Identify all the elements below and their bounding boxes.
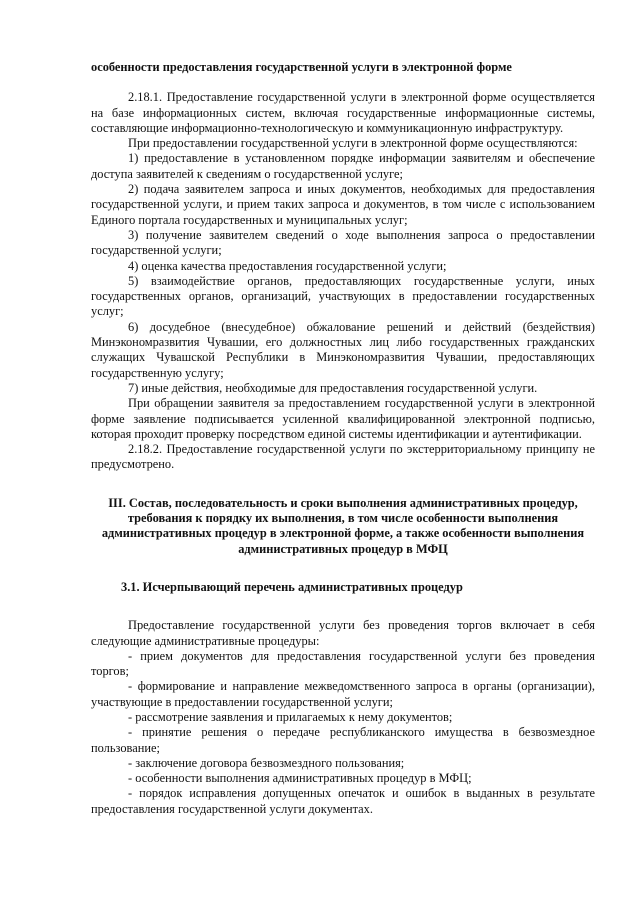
list-item: - рассмотрение заявления и прилагаемых к нему документов; [128, 709, 453, 724]
list-item: - особенности выполнения административных процедур в МФЦ; [128, 771, 472, 786]
section-title: III. Состав, последовательность и сроки выполнения административных процедур, требования к порядку их выполнения, в том числе особенности выполнения административных процедур в электронной форме, а также особенности выполнения административных процедур в МФЦ [101, 495, 585, 556]
list-item: 4) оценка качества предоставления государственной услуги; [128, 258, 447, 273]
list-item: - прием документов для предоставления государственной услуги без проведения торгов; [91, 648, 595, 679]
list-item: 3) получение заявителем сведений о ходе выполнения запроса о предоставлении государственной услуги; [91, 227, 595, 258]
list-item: - принятие решения о передаче республиканского имущества в безвозмездное пользование; [91, 725, 595, 755]
list-item: 5) взаимодействие органов, предоставляющих государственные услуги, иных государственных органов, организаций, участвующих в предоставлении государственных услуг; [91, 273, 595, 319]
paragraph-procedures: Предоставление государственной услуги без проведения торгов включает в себя следующие административные процедуры: [91, 618, 595, 648]
paragraph-when: При предоставлении государственной услуги в электронной форме осуществляются: [128, 136, 578, 151]
list-item: 2) подача заявителем запроса и иных документов, необходимых для предоставления государственной услуги, и прием таких запроса и документов, в том числе с использованием Единого портала государственных и муниципальных услуг; [91, 182, 595, 227]
list-item: 6) досудебное (внесудебное) обжалование решений и действий (бездействия) Минэкономразвития Чувашии, его должностных лиц либо государственных гражданских служащих Чувашской Республики в Минэкономразвития Чувашии, предоставляющих государственную услугу; [91, 319, 595, 380]
list-item: - порядок исправления допущенных опечаток и ошибок в выданных в результате предоставления государственной услуги документах. [91, 786, 595, 816]
list-item: - формирование и направление межведомственного запроса в органы (организации), участвующие в предоставлении государственной услуги; [91, 679, 595, 709]
paragraph-2-18-2: 2.18.2. Предоставление государственной услуги по экстерриториальному принципу не предусмотрено. [91, 442, 595, 472]
intro-heading: особенности предоставления государственной услуги в электронной форме [91, 60, 512, 74]
paragraph-2-18-1: 2.18.1. Предоставление государственной услуги в электронной форме осуществляется на базе информационных систем, включая государственные информационные системы, составляющие информационно-технологическую и коммуникационную инфраструктуру. [91, 90, 595, 135]
list-item: - заключение договора безвозмездного пользования; [128, 755, 405, 770]
subsection-title: 3.1. Исчерпывающий перечень административных процедур [121, 579, 463, 594]
document-body [91, 60, 595, 817]
paragraph-signature: При обращении заявителя за предоставлением государственной услуги в электронной форме заявление подписывается усиленной квалифицированной электронной подписью, которая проходит проверку посредством единой системы идентификации и аутентификации. [91, 396, 595, 441]
list-item: 1) предоставление в установленном порядке информации заявителям и обеспечение доступа заявителей к сведениям о государственной услуге; [91, 151, 595, 181]
list-item: 7) иные действия, необходимые для предоставления государственной услуги. [128, 380, 538, 395]
